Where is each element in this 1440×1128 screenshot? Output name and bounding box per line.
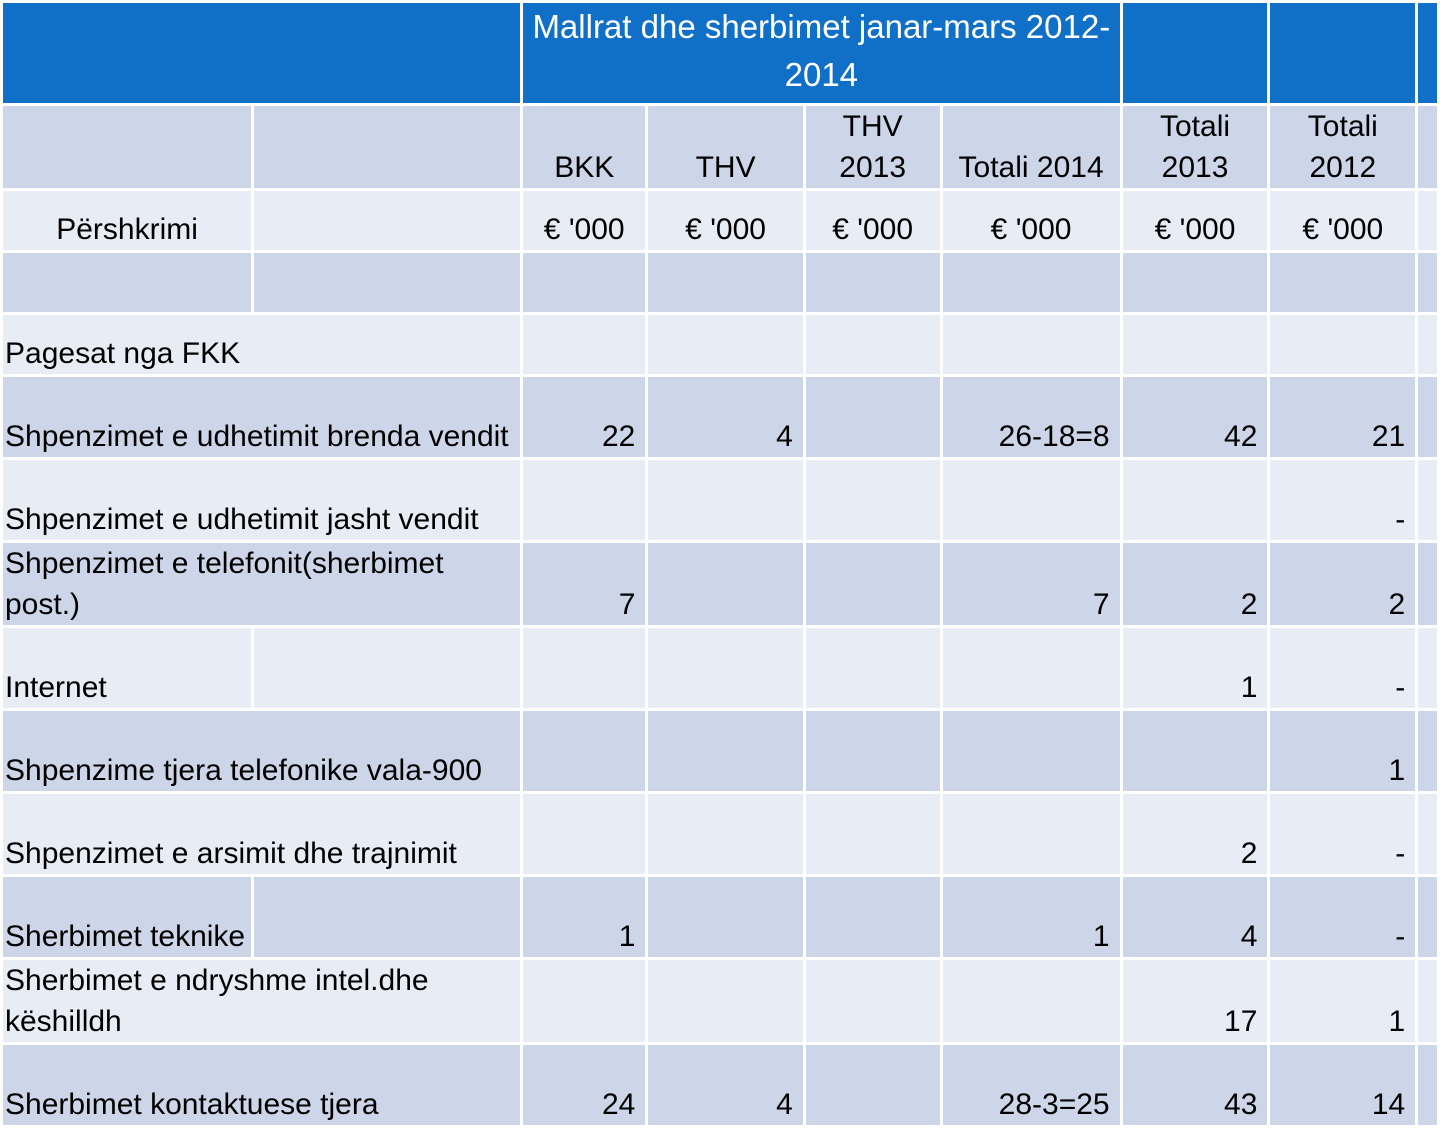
- table-cell: 7: [522, 542, 647, 627]
- title-row: [2, 2, 1439, 105]
- table-row: [2, 710, 1439, 793]
- table-cell: [647, 459, 804, 542]
- table-cell: [941, 459, 1121, 542]
- table-cell: [804, 376, 941, 459]
- table-cell: [941, 627, 1121, 710]
- table-cell: 21: [1269, 376, 1417, 459]
- table-cell: [647, 710, 804, 793]
- table-cell: 1: [1269, 710, 1417, 793]
- column-header: BKK: [522, 105, 647, 190]
- table-cell: -: [1269, 793, 1417, 876]
- table-row: [2, 542, 1439, 627]
- column-header: THV 2013: [804, 105, 941, 190]
- table-cell: [941, 959, 1121, 1044]
- table-cell: [1121, 459, 1269, 542]
- table-cell: [522, 793, 647, 876]
- unit-label: € '000: [941, 190, 1121, 252]
- table-cell: [522, 627, 647, 710]
- table-cell: [522, 710, 647, 793]
- unit-label: € '000: [804, 190, 941, 252]
- table-cell: 43: [1121, 1044, 1269, 1127]
- table-cell: [941, 710, 1121, 793]
- table-cell: [804, 793, 941, 876]
- unit-label: € '000: [1269, 190, 1417, 252]
- table-cell: [804, 542, 941, 627]
- table-cell: [647, 627, 804, 710]
- table-row: [2, 376, 1439, 459]
- column-header: Totali 2014: [941, 105, 1121, 190]
- table-cell: -: [1269, 627, 1417, 710]
- table-row: [2, 627, 1439, 710]
- table-cell: [647, 542, 804, 627]
- table-cell: 1: [941, 876, 1121, 959]
- column-header: Totali 2013: [1121, 105, 1269, 190]
- table-cell: [522, 459, 647, 542]
- row-label: Sherbimet e ndryshme intel.dhe këshilldh: [2, 959, 522, 1044]
- row-label: Shpenzimet e udhetimit jasht vendit: [2, 459, 522, 542]
- table-cell: [804, 710, 941, 793]
- column-header-row: [2, 105, 1439, 190]
- data-rows: [2, 376, 1439, 1127]
- table-cell: [647, 793, 804, 876]
- table-cell: 28-3=25: [941, 1044, 1121, 1127]
- table-cell: [804, 459, 941, 542]
- table-cell: 4: [1121, 876, 1269, 959]
- row-label: Shpenzimet e arsimit dhe trajnimit: [2, 793, 522, 876]
- table-cell: 2: [1121, 542, 1269, 627]
- table-cell: [522, 959, 647, 1044]
- table-cell: 2: [1269, 542, 1417, 627]
- table-cell: 1: [1121, 627, 1269, 710]
- table-cell: 26-18=8: [941, 376, 1121, 459]
- table-cell: 2: [1121, 793, 1269, 876]
- table-cell: 14: [1269, 1044, 1417, 1127]
- unit-label: € '000: [647, 190, 804, 252]
- table-cell: [647, 876, 804, 959]
- row-label: Sherbimet kontaktuese tjera: [2, 1044, 522, 1127]
- table-cell: [804, 876, 941, 959]
- unit-label: € '000: [1121, 190, 1269, 252]
- table-row: [2, 959, 1439, 1044]
- row-label: Internet: [2, 627, 253, 710]
- table-row: [2, 876, 1439, 959]
- table-cell: 7: [941, 542, 1121, 627]
- table-cell: 1: [522, 876, 647, 959]
- row-label: Shpenzimet e telefonit(sherbimet post.): [2, 542, 522, 627]
- table-cell: -: [1269, 876, 1417, 959]
- table-cell: 42: [1121, 376, 1269, 459]
- table-cell: [804, 627, 941, 710]
- row-label: Shpenzimet e udhetimit brenda vendit: [2, 376, 522, 459]
- spacer-row: [2, 252, 1439, 314]
- table-cell: -: [1269, 459, 1417, 542]
- table-row: [2, 1044, 1439, 1127]
- table-cell: 1: [1269, 959, 1417, 1044]
- unit-label: € '000: [522, 190, 647, 252]
- table-cell: 24: [522, 1044, 647, 1127]
- table-cell: 4: [647, 1044, 804, 1127]
- table-cell: 17: [1121, 959, 1269, 1044]
- column-header: Totali 2012: [1269, 105, 1417, 190]
- table-cell: 22: [522, 376, 647, 459]
- column-header: THV: [647, 105, 804, 190]
- section-row: [2, 314, 1439, 376]
- table-row: [2, 793, 1439, 876]
- table-cell: [1121, 710, 1269, 793]
- table-cell: [647, 959, 804, 1044]
- table-cell: [804, 959, 941, 1044]
- table-title: Mallrat dhe sherbimet janar-mars 2012-2014: [522, 2, 1122, 105]
- table-cell: [941, 793, 1121, 876]
- table-row: [2, 459, 1439, 542]
- description-label: Përshkrimi: [2, 190, 253, 252]
- row-label: Shpenzime tjera telefonike vala-900: [2, 710, 522, 793]
- section-label: Pagesat nga FKK: [2, 314, 522, 376]
- table-cell: 4: [647, 376, 804, 459]
- units-row: [2, 190, 1439, 252]
- row-label: Sherbimet teknike: [2, 876, 253, 959]
- table-cell: [804, 1044, 941, 1127]
